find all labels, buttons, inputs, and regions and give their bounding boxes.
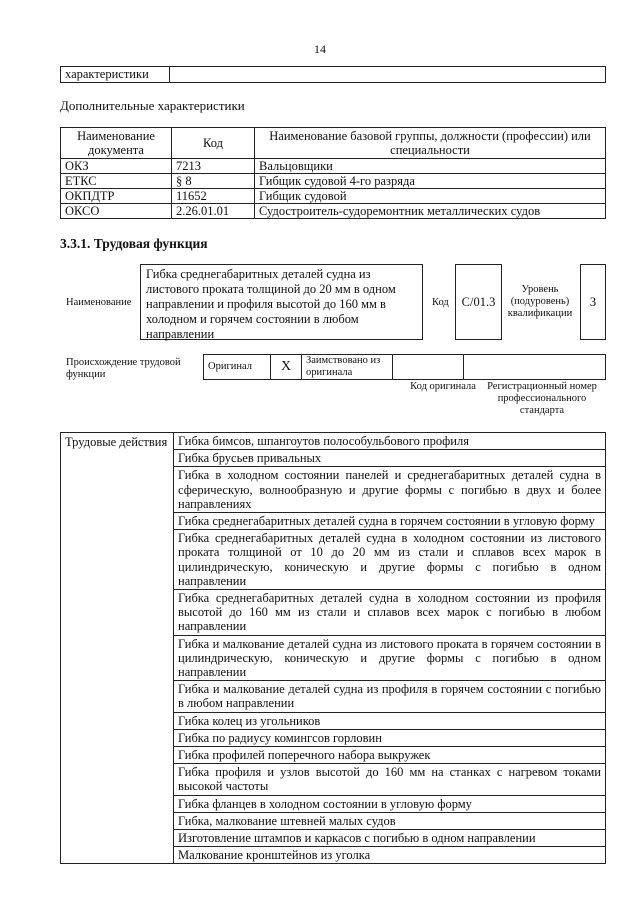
action-item: Гибка среднегабаритных деталей судна в горячем состоянии в угловую форму [174,513,606,530]
action-item: Гибка колец из угольников [174,712,606,729]
action-item: Гибка профиля и узлов высотой до 160 мм на станках с нагревом токами высокой частоты [174,764,606,795]
name-label: Наименование [66,297,132,308]
code-cell: 2.26.01.01 [172,204,255,219]
code-cell: 7213 [172,159,255,174]
function-heading: 3.3.1. Трудовая функция [60,236,208,251]
action-item: Гибка по радиусу комингсов горловин [174,729,606,746]
original-code-cell [393,355,464,380]
registration-number-cell [464,355,606,380]
action-item: Гибка и малкование деталей судна из листового проката в горячем состоянии в цилиндрическую, коническую и другие формы с погибью в одном направлении [174,635,606,681]
labor-actions-label: Трудовые действия [61,433,174,864]
doc-cell: ЕТКС [61,174,172,189]
code-cell: § 8 [172,174,255,189]
table-header-row [61,128,606,159]
qualification-level-box: 3 [580,264,606,340]
qualification-level-label: Уровень (подуровень) квалификации [507,284,573,319]
action-item: Гибка среднегабаритных деталей судна в холодном состоянии из листового проката толщиной от 10 до 20 мм из стали и сплавов всех марок в цилиндрическую, коническую и другие формы с погибью в одном направлении [174,530,606,590]
group-cell: Гибщик судовой 4-го разряда [255,174,606,189]
action-item: Гибка, малкование штевней малых судов [174,812,606,829]
labor-actions-table [60,432,606,864]
action-item: Гибка профилей поперечного набора выкружек [174,747,606,764]
group-cell: Вальцовщики [255,159,606,174]
action-item: Гибка среднегабаритных деталей судна в холодном состоянии из профиля высотой до 160 мм из стали и сплавов всех марок с погибью в любом направлении [174,590,606,636]
code-label: Код [432,297,449,308]
action-item: Малкование кронштейнов из уголка [174,847,606,864]
function-name-box: Гибка среднегабаритных деталей судна из листового проката толщиной до 20 мм в одном направлении и профиля высотой до 160 мм в холодном и горячем состоянии в любом направлении [140,264,423,340]
group-cell: Гибщик судовой [255,189,606,204]
additional-characteristics-table [60,127,606,219]
characteristics-label: характеристики [61,67,170,83]
additional-characteristics-title: Дополнительные характеристики [60,98,245,113]
page-number: 14 [314,42,326,56]
origin-table [203,354,606,380]
action-item: Гибка брусьев привальных [174,450,606,467]
doc-cell: ОКСО [61,204,172,219]
registration-number-caption: Регистрационный номер профессионального стандарта [487,381,597,416]
table-row [61,159,606,174]
characteristics-row-table [60,66,606,83]
action-item: Гибка фланцев в холодном состоянии в угловую форму [174,795,606,812]
header-group-name: Наименование базовой группы, должности (профессии) или специальности [255,128,606,159]
table-row [61,174,606,189]
original-label: Оригинал [204,355,271,380]
header-code: Код [172,128,255,159]
code-cell: 11652 [172,189,255,204]
table-row [61,433,606,450]
action-item: Гибка бимсов, шпангоутов полособульбового профиля [174,433,606,450]
origin-label: Происхождение трудовой функции [66,357,181,380]
doc-cell: ОКПДТР [61,189,172,204]
group-cell: Судостроитель-судоремонтник металлических судов [255,204,606,219]
original-mark: X [271,355,302,380]
doc-cell: ОКЗ [61,159,172,174]
function-code-box: С/01.3 [455,264,502,340]
action-item: Гибка в холодном состоянии панелей и среднегабаритных деталей судна в сферическую, волнообразную и другие формы с погибью в двух и более направлениях [174,467,606,513]
table-row [61,189,606,204]
table-row [61,204,606,219]
borrowed-label: Заимствовано из оригинала [302,355,393,380]
header-document: Наименование документа [61,128,172,159]
characteristics-value [170,67,606,83]
original-code-caption: Код оригинала [410,381,476,392]
action-item: Гибка и малкование деталей судна из профиля в горячем состоянии с погибью в любом направлении [174,681,606,712]
action-item: Изготовление штампов и каркасов с погибью в одном направлении [174,830,606,847]
